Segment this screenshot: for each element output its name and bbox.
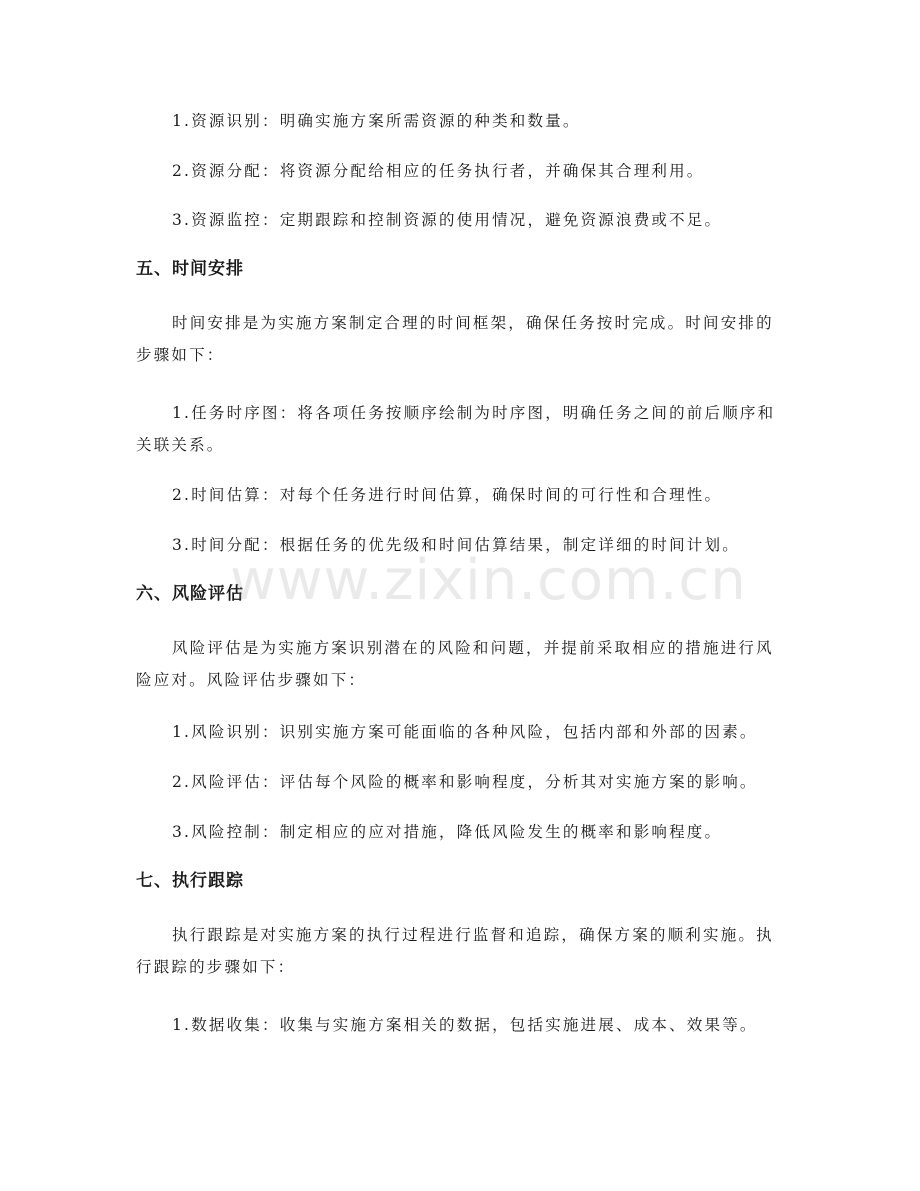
time-item-3: 3.时间分配：根据任务的优先级和时间估算结果，制定详细的时间计划。 (172, 536, 740, 554)
resource-item-2: 2.资源分配：将资源分配给相应的任务执行者，并确保其合理利用。 (172, 162, 705, 180)
resource-item-3: 3.资源监控：定期跟踪和控制资源的使用情况，避免资源浪费或不足。 (172, 211, 723, 229)
resource-item-1: 1.资源识别：明确实施方案所需资源的种类和数量。 (172, 112, 581, 130)
time-intro-line-2: 步骤如下： (136, 346, 225, 364)
section-heading-time: 五、时间安排 (136, 259, 244, 279)
time-item-1-line-2: 关联关系。 (136, 436, 225, 454)
tracking-item-1: 1.数据收集：收集与实施方案相关的数据，包括实施进展、成本、效果等。 (172, 1016, 758, 1034)
tracking-intro-line-1: 执行跟踪是对实施方案的执行过程进行监督和追踪，确保方案的顺利实施。执 (172, 926, 774, 944)
section-heading-risk: 六、风险评估 (136, 584, 244, 604)
time-item-2: 2.时间估算：对每个任务进行时间估算，确保时间的可行性和合理性。 (172, 486, 723, 504)
section-heading-tracking: 七、执行跟踪 (136, 871, 244, 891)
risk-item-1: 1.风险识别：识别实施方案可能面临的各种风险，包括内部和外部的因素。 (172, 723, 758, 741)
time-item-1-line-1: 1.任务时序图：将各项任务按顺序绘制为时序图，明确任务之间的前后顺序和 (172, 404, 776, 422)
risk-intro-line-1: 风险评估是为实施方案识别潜在的风险和问题，并提前采取相应的措施进行风 (172, 639, 774, 657)
risk-item-2: 2.风险评估：评估每个风险的概率和影响程度，分析其对实施方案的影响。 (172, 773, 758, 791)
risk-item-3: 3.风险控制：制定相应的应对措施，降低风险发生的概率和影响程度。 (172, 823, 723, 841)
site-watermark: www.zixin.com.cn (230, 548, 747, 613)
tracking-intro-line-2: 行跟踪的步骤如下： (136, 958, 296, 976)
time-intro-line-1: 时间安排是为实施方案制定合理的时间框架，确保任务按时完成。时间安排的 (172, 314, 774, 332)
risk-intro-line-2: 险应对。风险评估步骤如下： (136, 671, 367, 689)
